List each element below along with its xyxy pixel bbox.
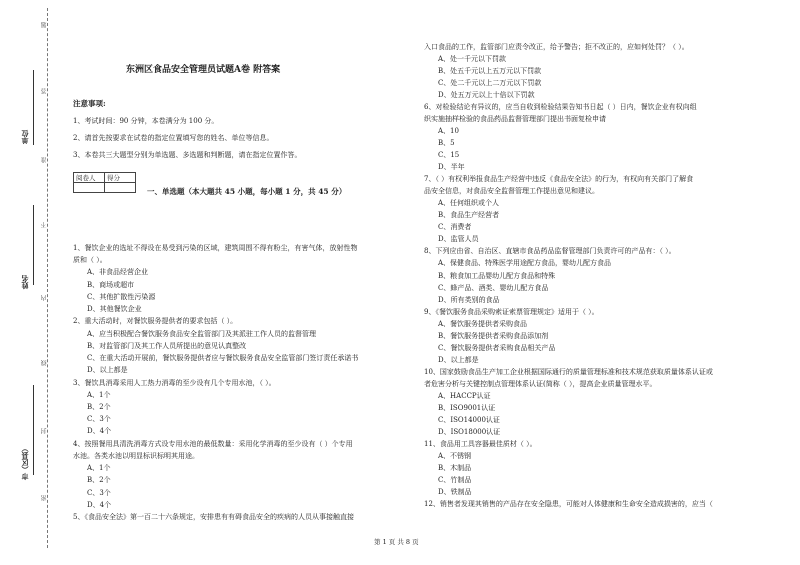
answer-option: C、处二千元以上二万元以下罚款 xyxy=(438,79,542,88)
answer-option: D、监管人员 xyxy=(438,235,479,244)
answer-option: B、商场或超市 xyxy=(87,280,135,289)
answer-option: C、餐饮服务提供者采购食品相关产品 xyxy=(438,343,556,352)
binding-seal-char: 线 xyxy=(41,360,48,366)
answer-option: B、5 xyxy=(438,139,455,148)
binding-seal-char: 答 xyxy=(41,88,48,94)
answer-option: C、蜂产品、酒类、婴幼儿配方食品 xyxy=(438,283,549,292)
notice-item: 1、考试时间：90 分钟，本卷满分为 100 分。 xyxy=(73,117,219,125)
question-text: 者危害分析与关键控制点管理体系认证(简称（ ），提高企业质量管理水平。 xyxy=(424,379,657,388)
binding-label-district: 市（区县） xyxy=(20,445,29,480)
score-box-grader-cell[interactable] xyxy=(74,183,105,193)
answer-option: C、竹制品 xyxy=(438,475,472,484)
notice-heading: 注意事项: xyxy=(73,99,106,108)
question-text: 12、销售者发现其销售的产品存在安全隐患，可能对人体健康和生命安全造成损害的，应当（ xyxy=(424,500,713,508)
answer-option: A、非食品经营企业 xyxy=(87,268,149,277)
answer-option: D、4个 xyxy=(87,427,112,436)
answer-option: D、以上都是 xyxy=(87,366,128,375)
answer-option: A、应当积极配合餐饮服务食品安全监管部门及其派驻工作人员的监督管理 xyxy=(87,329,317,338)
answer-option: D、半年 xyxy=(438,163,465,172)
page-footer: 第 1 页 共 8 页 xyxy=(374,538,419,546)
binding-seal-char: 题 xyxy=(41,22,48,28)
question-text: 6、对检验结论有异议的，应当自收到检验结果告知书日起（ ）日内，餐饮企业有权向组 xyxy=(424,103,697,112)
question-text: 织实施抽样检验的食品药品监督管理部门提出书面复检申请 xyxy=(424,115,606,124)
question-text: 9、《餐饮服务食品采购索证索票管理规定》适用于（ ）。 xyxy=(424,307,599,316)
answer-option: A、不锈钢 xyxy=(438,451,472,460)
fill-in-line[interactable] xyxy=(33,70,34,145)
answer-option: B、ISO9001认证 xyxy=(438,403,496,412)
answer-option: B、处五千元以上五万元以下罚款 xyxy=(438,67,542,76)
binding-seal-char: 内 xyxy=(41,295,48,301)
question-text: 5、《食品安全法》第一百二十六条规定，安排患有有碍食品安全的疾病的人员从事接触直接 xyxy=(73,513,354,521)
notice-item: 3、本卷共三大题型分别为单选题、多选题和判断题，请在指定位置作答。 xyxy=(73,151,302,159)
answer-option: D、所有类别的食品 xyxy=(438,295,500,304)
answer-option: D、4个 xyxy=(87,500,112,509)
binding-label-name: 姓名 xyxy=(20,275,29,289)
question-text: 7、（ ）有权利举报食品生产经营中违反《食品安全法》的行为，有权向有关部门了解食 xyxy=(424,175,694,184)
answer-option: A、HACCP认证 xyxy=(438,391,491,400)
answer-option: C、其他扩散性污染源 xyxy=(87,292,156,301)
answer-option: C、消费者 xyxy=(438,223,472,232)
question-text: 品安全信息，对食品安全监督管理工作提出意见和建议。 xyxy=(424,187,599,196)
answer-option: B、对监管部门及其工作人员所提出的意见认真整改 xyxy=(87,341,247,350)
answer-option: C、15 xyxy=(438,151,460,160)
answer-option: C、ISO14000认证 xyxy=(438,415,500,424)
question-text: 入口食品的工作，监管部门应责令改正，给予警告；拒不改正的，应如何处罚？（ ）。 xyxy=(424,43,689,51)
notice-item: 2、请首先按要求在试卷的指定位置填写您的姓名、单位等信息。 xyxy=(73,134,274,142)
answer-option: C、3个 xyxy=(87,488,111,497)
answer-option: A、保健食品、特殊医学用途配方食品，婴幼儿配方食品 xyxy=(438,259,612,268)
answer-option: A、餐饮服务提供者采购食品 xyxy=(438,319,528,328)
answer-option: C、在重大活动开展前，餐饮服务提供者应与餐饮服务食品安全监管部门签订责任承诺书 xyxy=(87,354,359,363)
answer-option: B、2个 xyxy=(87,476,111,485)
binding-seal-char: 密 xyxy=(41,495,48,501)
binding-label-unit: 单位 xyxy=(20,130,29,144)
question-text: 质和（ ）。 xyxy=(73,256,107,265)
answer-option: B、食品生产经营者 xyxy=(438,211,500,220)
question-text: 4、按照餐用具清洗消毒方式设专用水池的最低数量：采用化学消毒的至少设有（ ）个专用 xyxy=(73,439,353,448)
score-box-score-label: 得分 xyxy=(105,173,136,183)
answer-option: C、3个 xyxy=(87,415,111,424)
question-text: 1、餐饮企业的选址不得设在易受到污染的区域，建筑周围不得有粉尘，有害气体，放射性物 xyxy=(73,244,358,252)
answer-option: A、任何组织或个人 xyxy=(438,199,500,208)
question-text: 10、国家鼓励食品生产加工企业根据国际通行的质量管理标准和技术规范获取质量体系认证或 xyxy=(424,367,713,376)
score-box-grader-label: 阅卷人 xyxy=(74,173,105,183)
answer-option: A、处一千元以下罚款 xyxy=(438,55,507,64)
fill-in-line[interactable] xyxy=(33,385,34,475)
answer-option: B、粮食加工品婴幼儿配方食品和特殊 xyxy=(438,271,556,280)
question-text: 8、下列应由省、自治区、直辖市食品药品监督管理部门负责许可的产品有：（ ）。 xyxy=(424,247,676,256)
page-title: 东洲区食品安全管理员试题A卷 附答案 xyxy=(126,65,281,75)
binding-seal-char: 准 xyxy=(41,157,48,163)
answer-option: B、木制品 xyxy=(438,463,472,472)
binding-seal-char: 封 xyxy=(41,428,48,434)
answer-option: D、ISO18000认证 xyxy=(438,427,501,436)
answer-option: D、以上都是 xyxy=(438,355,479,364)
answer-option: A、1个 xyxy=(87,390,111,399)
binding-seal-char: 不 xyxy=(41,222,48,228)
question-text: 2、重大活动时，对餐饮服务提供者的要求包括（ ）。 xyxy=(73,317,238,326)
section-heading: 一、单选题（本大题共 45 小题，每小题 1 分，共 45 分） xyxy=(147,187,347,196)
fill-in-line[interactable] xyxy=(33,205,34,285)
answer-option: A、1个 xyxy=(87,464,111,473)
question-text: 3、餐饮具消毒采用人工热力消毒的至少设有几个专用水池，（ ）。 xyxy=(73,378,276,387)
score-box-score-cell[interactable] xyxy=(105,183,136,193)
answer-option: B、2个 xyxy=(87,402,111,411)
answer-option: B、餐饮服务提供者采购食品添加剂 xyxy=(438,331,549,340)
score-box xyxy=(73,172,136,193)
answer-option: D、处五万元以上十倍以下罚款 xyxy=(438,91,535,100)
question-text: 11、食品用工具容器最佳质材（ ）。 xyxy=(424,439,537,448)
question-text: 水池。各类水池以明显标识标明其用途。 xyxy=(73,451,199,460)
answer-option: A、10 xyxy=(438,127,459,136)
answer-option: D、其他餐饮企业 xyxy=(87,305,142,314)
answer-option: D、铁制品 xyxy=(438,487,472,496)
